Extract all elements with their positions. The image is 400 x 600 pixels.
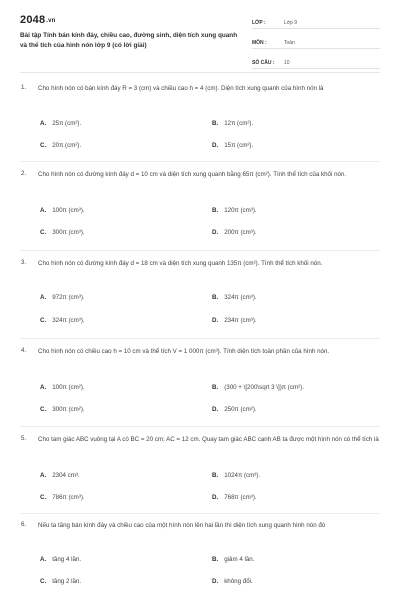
option-d[interactable]: D. không đổi. [212,578,253,585]
option-a[interactable]: A. 2304 cm³. [40,472,80,479]
question-number: 2. [21,170,27,177]
option-d[interactable]: D. 768π (cm³). [212,494,257,501]
meta-box [252,13,380,73]
option-b[interactable]: B. 1024π (cm³). [212,472,261,479]
option-d[interactable]: D. 15π (cm²). [212,142,254,149]
meta-value: 10 [284,60,290,66]
brand-name: 2048 [20,14,46,26]
option-c[interactable]: C. 300π (cm²). [40,406,85,413]
meta-label: LỚP : [252,20,266,26]
option-b[interactable]: B. giảm 4 lần. [212,556,255,563]
meta-row-subject [252,33,380,49]
meta-label: MÔN : [252,40,267,46]
question-number: 3. [21,259,27,266]
option-b[interactable]: B. 324π (cm³). [212,294,257,301]
option-b[interactable]: B. 12π (cm²). [212,120,254,127]
question-divider [20,161,380,162]
meta-row-class [252,13,380,29]
question-text: Cho hình nón có đường kính đáy d = 18 cm và diện tích xung quanh 135π (cm²). Tính thể tích khối nón. [38,260,323,267]
option-c[interactable]: C. 786π (cm³). [40,494,85,501]
option-d[interactable]: D. 250π (cm²). [212,406,257,413]
question-text: Nếu ta tăng bán kính đáy và chiều cao của một hình nón lên hai lần thì diện tích xung quanh hình nón đó [38,522,326,529]
question-divider [20,250,380,251]
meta-label: SỐ CÂU : [252,60,275,66]
question-number: 6. [21,521,27,528]
option-b[interactable]: B. (300 + \[200\sqrt 3 \])π (cm²). [212,384,304,391]
page-header [0,0,400,74]
question-number: 1. [21,84,27,91]
brand-suffix: .vn [46,18,56,24]
option-a[interactable]: A. tăng 4 lần. [40,556,82,563]
option-a[interactable]: A. 25π (cm²). [40,120,82,127]
question-divider [20,513,380,514]
option-c[interactable]: C. 20π (cm²). [40,142,82,149]
option-a[interactable]: A. 100π (cm³). [40,207,85,214]
question-divider [20,338,380,339]
meta-value: Toán [284,40,295,46]
question-text: Cho hình nón có đường kính đáy d = 10 cm và diện tích xung quanh bằng 65π (cm²). Tính thể tích của khối nón. [38,171,347,178]
header-divider [20,72,380,73]
question-text: Cho hình nón có bán kính đáy R = 3 (cm) và chiều cao h = 4 (cm). Diện tích xung quanh của hình nón là [38,85,324,92]
page-title: Bài tập Tính bán kính đáy, chiều cao, đường sinh, diện tích xung quanh và thể tích của hình nón lớp 9 (có lời giải) [20,32,238,49]
meta-row-count [252,53,380,69]
question-text: Cho hình nón có chiều cao h = 10 cm và thể tích V = 1 000π (cm³). Tính diện tích toàn phần của hình nón. [38,348,330,355]
option-d[interactable]: D. 200π (cm³). [212,229,257,236]
question-number: 5. [21,435,27,442]
question-number: 4. [21,347,27,354]
option-b[interactable]: B. 120π (cm³). [212,207,257,214]
option-c[interactable]: C. 300π (cm³). [40,229,85,236]
brand-logo[interactable] [20,14,56,26]
meta-value: Lớp 9 [284,20,298,26]
option-c[interactable]: C. tăng 2 lần. [40,578,82,585]
question-text: Cho tam giác ABC vuông tại A có BC = 20 cm; AC = 12 cm. Quay tam giác ABC cạnh AB ta được một hình nón có thể tích là [38,436,379,443]
option-a[interactable]: A. 972π (cm³). [40,294,85,301]
option-c[interactable]: C. 324π (cm³). [40,317,85,324]
question-divider [20,426,380,427]
option-a[interactable]: A. 100π (cm²). [40,384,85,391]
option-d[interactable]: D. 234π (cm³). [212,317,257,324]
